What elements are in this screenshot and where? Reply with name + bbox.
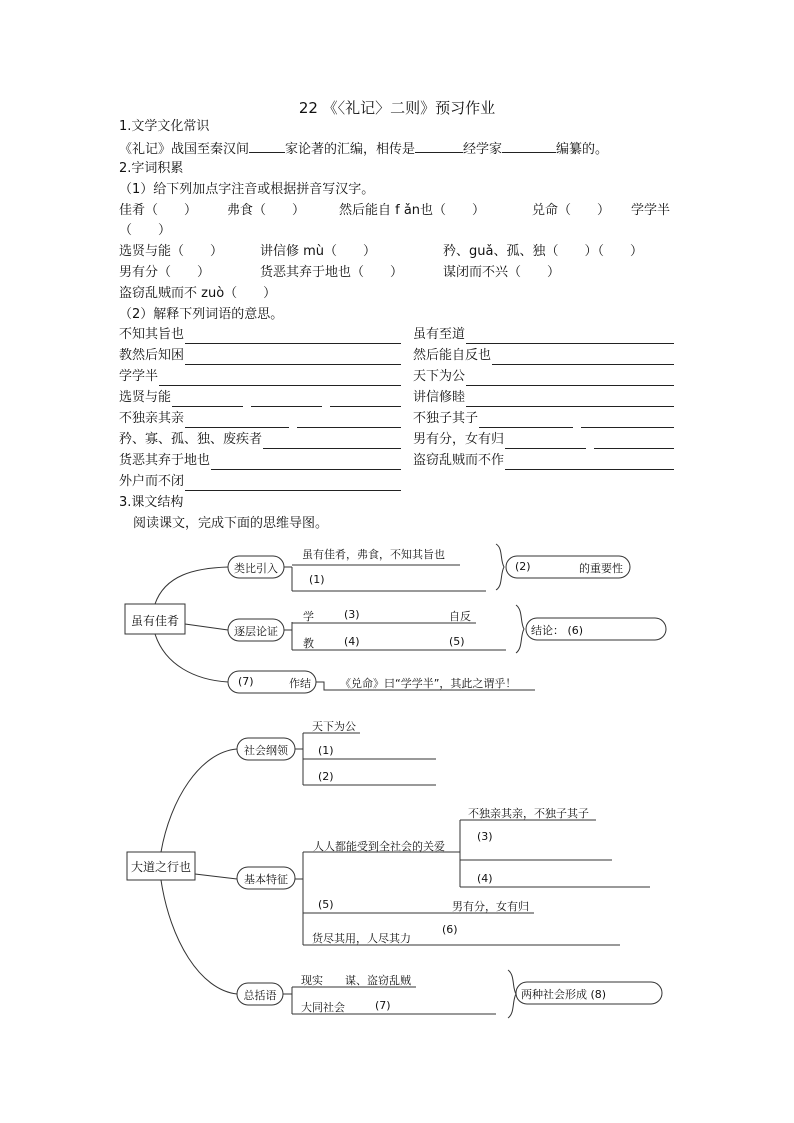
map2-b3-l1a: 现实 bbox=[301, 974, 323, 987]
map2-connector bbox=[195, 874, 237, 879]
pinyin-item: 男有分（ ） bbox=[119, 265, 211, 280]
map2-connector bbox=[295, 852, 303, 945]
map1-connector bbox=[155, 634, 228, 682]
pinyin-item: 选贤与能（ ） bbox=[119, 244, 224, 259]
map2-b2-s3: (4) bbox=[477, 872, 493, 885]
pinyin-item: 弗食（ ） bbox=[227, 203, 306, 218]
section-1-heading: 1.文学文化常识 bbox=[119, 119, 210, 134]
definition-item: 虽有至道 bbox=[413, 326, 674, 344]
map1-b1-line1: 虽有佳肴，弗食，不知其旨也 bbox=[302, 548, 445, 561]
pinyin-item: 货恶其弃于地也（ ） bbox=[260, 265, 404, 280]
map1-b2-l2a: 教 bbox=[303, 637, 314, 650]
pinyin-item: 讲信修 mù（ ） bbox=[260, 244, 377, 259]
map2-connector bbox=[295, 733, 303, 785]
section-2-sub1: （1）给下列加点字注音或根据拼音写汉字。 bbox=[119, 182, 375, 197]
map2-b2-l3b: (6) bbox=[442, 923, 458, 936]
map1-brace bbox=[496, 544, 504, 590]
map1-b2-l2c: (5) bbox=[449, 635, 465, 648]
map2-connector bbox=[161, 749, 237, 852]
definition-item: 学学半 bbox=[119, 368, 401, 386]
map1-branch-1: 类比引入 bbox=[234, 562, 278, 575]
map1-b2-l2b: (4) bbox=[344, 635, 360, 648]
map1-b2-result: 结论： (6) bbox=[531, 624, 584, 637]
map1-connector bbox=[284, 567, 292, 591]
definition-item: 外户而不闭 bbox=[119, 473, 401, 491]
definition-item: 男有分，女有归 bbox=[413, 431, 674, 449]
map1-brace bbox=[516, 605, 524, 653]
map2-b2-l1: 人人都能受到全社会的关爱 bbox=[313, 840, 445, 853]
map2-b2-s1: 不独亲其亲，不独子其子 bbox=[468, 807, 589, 820]
map1-b2-l1c: 自反 bbox=[449, 610, 471, 623]
map2-b2-l2a: (5) bbox=[318, 898, 334, 911]
map2-b3-result: 两种社会形成 (8) bbox=[521, 988, 607, 1001]
map1-root: 虽有佳肴 bbox=[130, 614, 179, 628]
map2-root: 大道之行也 bbox=[130, 860, 191, 874]
definition-item: 然后能自反也 bbox=[413, 347, 674, 365]
map2-b1-l1: 天下为公 bbox=[312, 720, 356, 733]
definition-item: 不知其旨也 bbox=[119, 326, 401, 344]
map1-b1-result-a: (2) bbox=[515, 560, 531, 573]
pinyin-item: 谋闭而不兴（ ） bbox=[443, 265, 561, 280]
section-3-heading: 3.课文结构 bbox=[119, 495, 184, 510]
definition-item: 选贤与能 bbox=[119, 389, 401, 407]
map1-b2-l1b: (3) bbox=[344, 608, 360, 621]
pinyin-item: 佳肴（ ） bbox=[119, 203, 198, 218]
map2-branch-1: 社会纲领 bbox=[244, 744, 288, 757]
pinyin-item: 兑命（ ） bbox=[532, 203, 611, 218]
pinyin-item: 盗窃乱贼而不 zuò（ ） bbox=[119, 286, 277, 301]
pinyin-item: 学学半 bbox=[631, 203, 671, 218]
map2-b1-l2: (1) bbox=[318, 744, 334, 757]
map2-b3-l1b: 谋、盗窃乱贼 bbox=[345, 974, 411, 987]
section-3-intro: 阅读课文，完成下面的思维导图。 bbox=[133, 516, 329, 531]
map2-connector bbox=[283, 987, 292, 1014]
map2-branch-3: 总括语 bbox=[243, 989, 277, 1002]
section-2-sub2: （2）解释下列词语的意思。 bbox=[119, 307, 284, 322]
pinyin-item: 然后能自 f ǎn也（ ） bbox=[339, 203, 486, 218]
map1-b3a: (7) bbox=[238, 675, 254, 688]
map2-b3-l2a: 大同社会 bbox=[301, 1001, 345, 1014]
text-segment: 经学家 bbox=[463, 142, 503, 157]
text-segment: 家论著的汇编，相传是 bbox=[285, 142, 416, 157]
page-title: 22 《〈礼记〉二则》预习作业 bbox=[298, 99, 496, 117]
text-segment: 《礼记》战国至秦汉间 bbox=[119, 142, 250, 157]
definition-item: 盗窃乱贼而不作 bbox=[413, 452, 674, 470]
map2-b3-l2b: (7) bbox=[375, 999, 391, 1012]
map1-b1-result-b: 的重要性 bbox=[579, 562, 623, 575]
text-segment: 编纂的。 bbox=[556, 142, 609, 157]
definition-item: 不独子其子 bbox=[413, 410, 674, 428]
map1-b1-line2: (1) bbox=[309, 573, 325, 586]
map2-b2-l2b: 男有分，女有归 bbox=[452, 900, 529, 913]
map2-brace bbox=[508, 970, 516, 1018]
definition-item: 不独亲其亲 bbox=[119, 410, 401, 428]
map2-branch-2: 基本特征 bbox=[244, 873, 288, 886]
map1-b3-line: 《兑命》曰“学学半”，其此之谓乎！ bbox=[340, 677, 517, 690]
map1-b2-l1a: 学 bbox=[303, 610, 314, 623]
map1-b3b: 作结 bbox=[289, 677, 311, 690]
definition-item: 讲信修睦 bbox=[413, 389, 674, 407]
pinyin-item: 矜、guǎ、孤、独（ ）（ ） bbox=[443, 244, 643, 259]
definition-item: 教然后知困 bbox=[119, 347, 401, 365]
pinyin-item: （ ） bbox=[119, 223, 172, 238]
definition-item: 货恶其弃于地也 bbox=[119, 452, 401, 470]
map1-connector bbox=[155, 567, 228, 604]
map1-branch-2: 逐层论证 bbox=[234, 625, 278, 638]
map2-b1-l3: (2) bbox=[318, 770, 334, 783]
map2-b2-l3a: 货尽其用，人尽其力 bbox=[312, 932, 411, 945]
definition-item: 矜、寡、孤、独、废疾者 bbox=[119, 431, 401, 449]
map1-connector bbox=[185, 624, 228, 630]
map1-connector bbox=[284, 622, 292, 650]
section-2-heading: 2.字词积累 bbox=[119, 161, 184, 176]
map2-b2-s2: (3) bbox=[477, 830, 493, 843]
map2-connector bbox=[161, 880, 237, 994]
definition-item: 天下为公 bbox=[413, 368, 674, 386]
